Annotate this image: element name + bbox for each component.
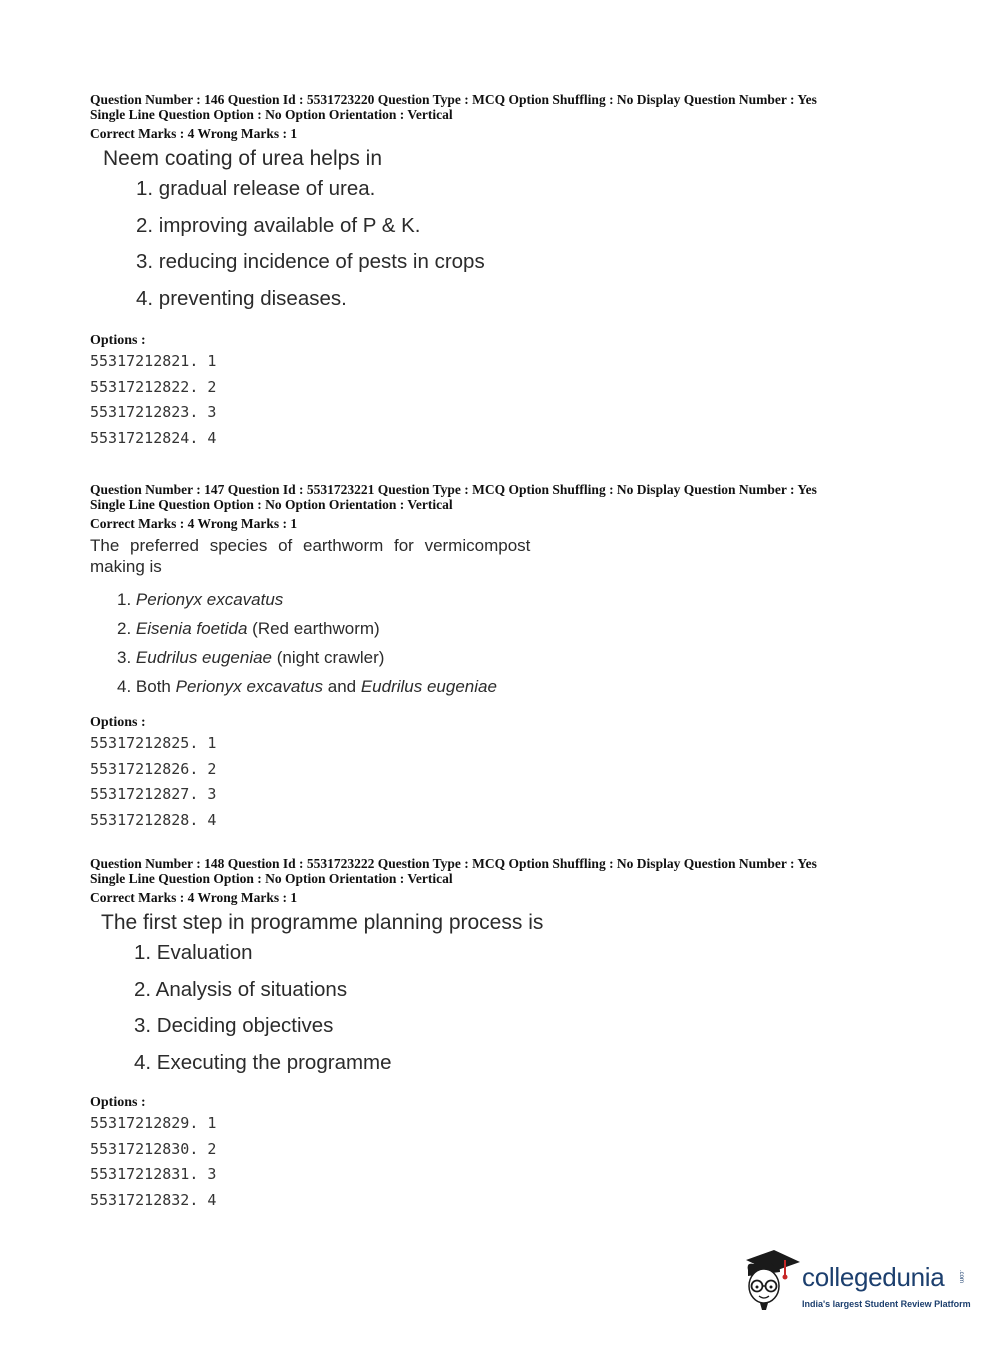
question-146 bbox=[90, 92, 950, 451]
choice-item: 4. Both Perionyx excavatus and Eudrilus eugeniae bbox=[117, 677, 497, 696]
option-item: 55317212824. 4 bbox=[90, 428, 217, 447]
question-marks: Correct Marks : 4 Wrong Marks : 1 bbox=[90, 126, 298, 141]
choice-item: 1. Perionyx excavatus bbox=[117, 590, 284, 609]
options-label: Options : bbox=[90, 715, 146, 730]
question-147 bbox=[90, 482, 950, 833]
question-marks: Correct Marks : 4 Wrong Marks : 1 bbox=[90, 516, 298, 531]
stem-text: Neem coating of urea helps in bbox=[103, 147, 382, 170]
choice-item: 2. Analysis of situations bbox=[134, 977, 348, 1001]
choice-list bbox=[134, 935, 950, 1081]
option-item: 55317212831. 3 bbox=[90, 1165, 217, 1183]
question-148 bbox=[90, 856, 950, 1213]
option-item: 55317212823. 3 bbox=[90, 403, 217, 421]
question-marks: Correct Marks : 4 Wrong Marks : 1 bbox=[90, 890, 298, 905]
question-meta-line1: Question Number : 146 Question Id : 5531723220 Question Type : MCQ Option Shuffling : No Display Question Number : Yes bbox=[90, 92, 817, 107]
options-list bbox=[90, 349, 950, 451]
question-meta-line1: Question Number : 147 Question Id : 5531723221 Question Type : MCQ Option Shuffling : No Display Question Number : Yes bbox=[90, 482, 817, 497]
option-item: 55317212821. 1 bbox=[90, 352, 217, 370]
option-item: 55317212827. 3 bbox=[90, 785, 217, 803]
question-meta-line1: Question Number : 148 Question Id : 5531723222 Question Type : MCQ Option Shuffling : No Display Question Number : Yes bbox=[90, 856, 817, 871]
logo-tagline: India's largest Student Review Platform bbox=[802, 1299, 971, 1309]
options-list bbox=[90, 731, 950, 833]
choice-item: 4. Executing the programme bbox=[134, 1050, 392, 1074]
question-meta-line2: Single Line Question Option : No Option Orientation : Vertical bbox=[90, 871, 453, 886]
option-item: 55317212832. 4 bbox=[90, 1190, 217, 1209]
choice-item: 4. preventing diseases. bbox=[136, 286, 347, 310]
choice-item: 3. reducing incidence of pests in crops bbox=[136, 250, 485, 273]
option-item: 55317212825. 1 bbox=[90, 734, 217, 752]
options-list bbox=[90, 1111, 950, 1213]
question-meta-line2: Single Line Question Option : No Option Orientation : Vertical bbox=[90, 497, 453, 512]
stem-text bbox=[90, 535, 950, 577]
choice-item: 3. Eudrilus eugeniae (night crawler) bbox=[117, 648, 385, 667]
option-item: 55317212822. 2 bbox=[90, 377, 217, 396]
option-item: 55317212829. 1 bbox=[90, 1114, 217, 1132]
option-item: 55317212828. 4 bbox=[90, 810, 217, 829]
options-label: Options : bbox=[90, 1095, 146, 1110]
choice-item: 2. Eisenia foetida (Red earthworm) bbox=[117, 619, 380, 638]
choice-item: 1. Evaluation bbox=[134, 941, 253, 964]
question-stem bbox=[90, 911, 950, 1081]
options-label: Options : bbox=[90, 333, 146, 348]
logo-tld: .com bbox=[958, 1270, 964, 1284]
stem-line-1: The preferred species of earthworm for vermicompost bbox=[90, 536, 531, 555]
question-stem bbox=[90, 147, 950, 317]
stem-line-2: making is bbox=[90, 557, 162, 576]
mascot-icon bbox=[740, 1248, 802, 1314]
choice-item: 1. gradual release of urea. bbox=[136, 177, 376, 200]
collegedunia-logo bbox=[740, 1248, 970, 1318]
choice-item: 2. improving available of P & K. bbox=[136, 213, 421, 237]
logo-wordmark: collegedunia bbox=[802, 1262, 945, 1292]
choice-list bbox=[117, 585, 950, 701]
stem-text: The first step in programme planning process is bbox=[101, 911, 544, 934]
question-stem bbox=[90, 535, 950, 701]
question-meta-line2: Single Line Question Option : No Option Orientation : Vertical bbox=[90, 107, 453, 122]
option-item: 55317212826. 2 bbox=[90, 759, 217, 778]
choice-list bbox=[136, 171, 950, 317]
choice-item: 3. Deciding objectives bbox=[134, 1014, 334, 1037]
option-item: 55317212830. 2 bbox=[90, 1139, 217, 1158]
